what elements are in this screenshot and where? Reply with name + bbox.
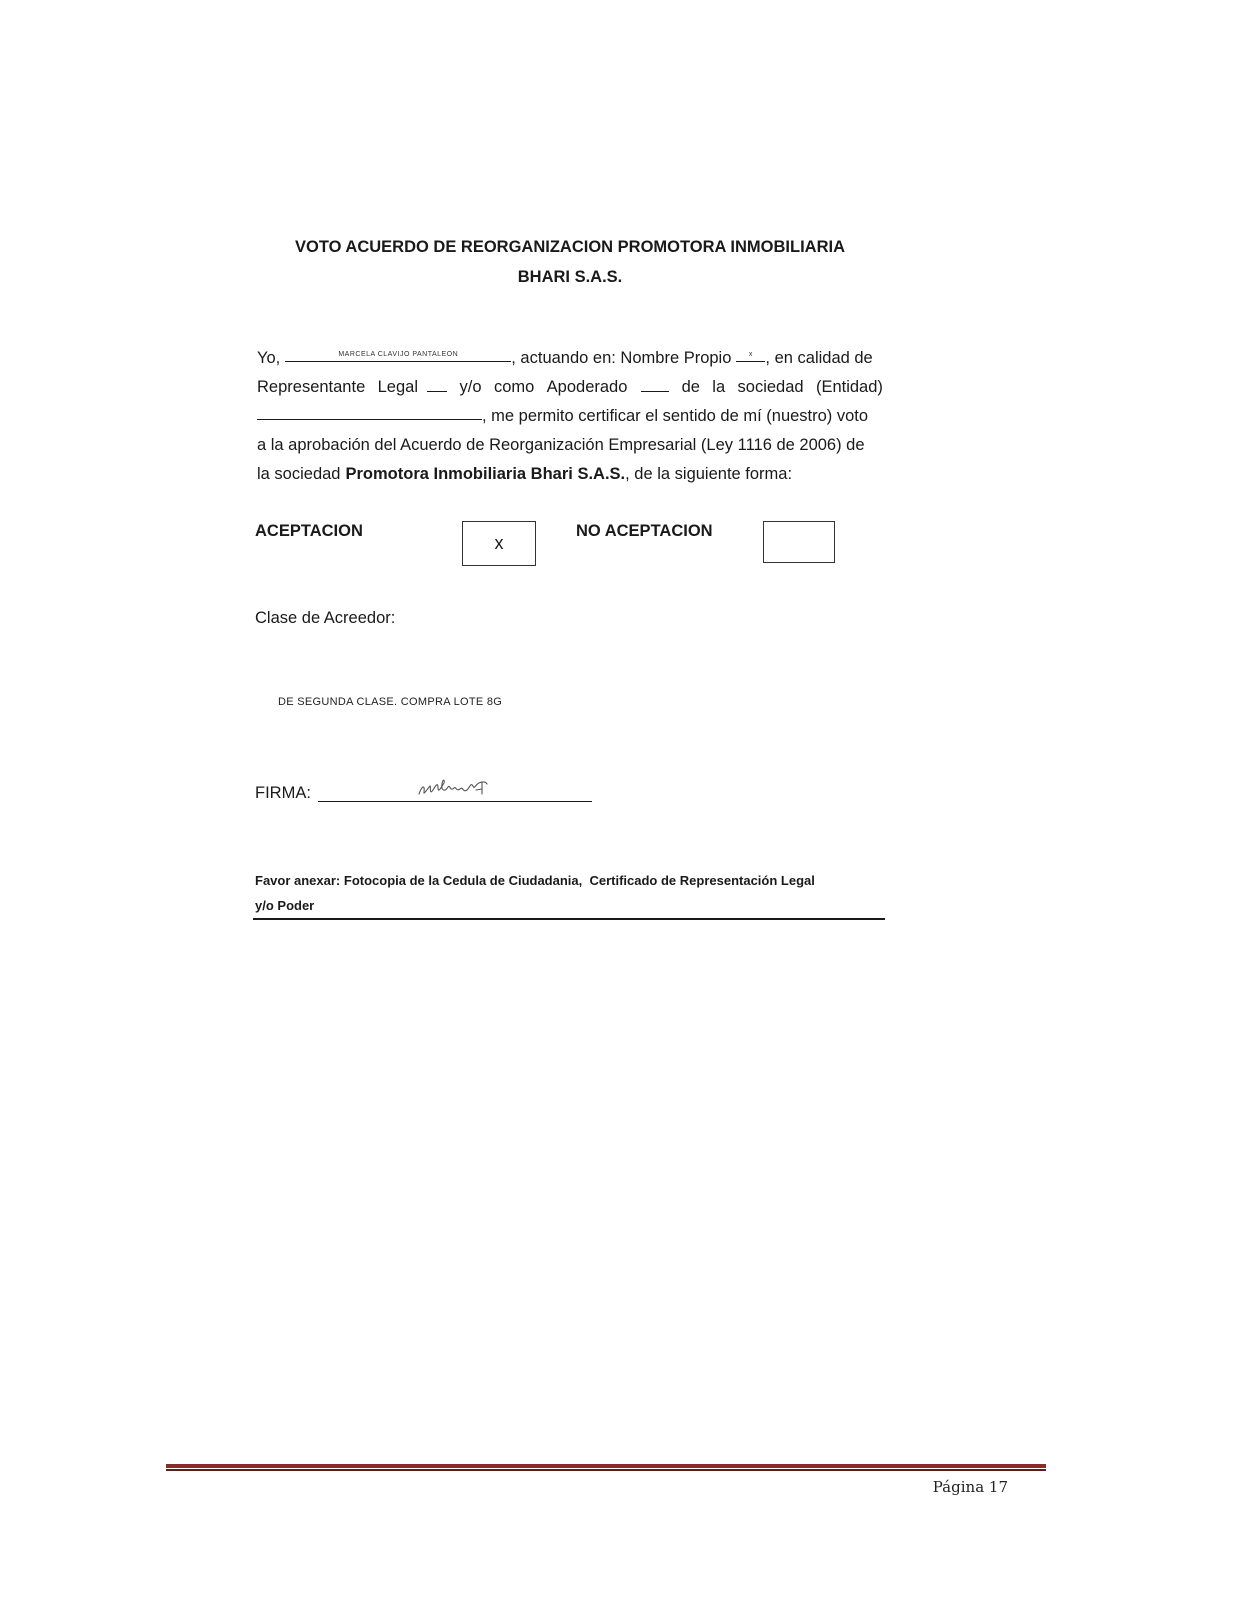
apoderado-blank xyxy=(641,374,669,392)
reject-checkbox[interactable] xyxy=(763,521,835,563)
paragraph-line-3 xyxy=(257,402,883,431)
reject-label: NO ACEPTACION xyxy=(576,522,713,540)
paragraph-line-1 xyxy=(257,344,883,373)
paragraph-line-4 xyxy=(257,431,883,460)
text-yo: Yo, xyxy=(257,349,281,367)
note-line-1: Favor anexar: Fotocopia de la Cedula de Ciudadania, Certificado de Representación Legal xyxy=(255,873,815,888)
own-name-mark: x xyxy=(748,351,753,358)
word: y/o xyxy=(459,378,482,396)
footer-rule xyxy=(166,1464,1046,1468)
title-line-2: BHARI S.A.S. xyxy=(517,268,623,286)
declaration-paragraph xyxy=(257,344,883,489)
word: como xyxy=(493,378,535,396)
accept-checkbox[interactable] xyxy=(462,521,536,566)
name-blank xyxy=(285,344,511,362)
own-name-blank xyxy=(736,344,765,362)
document-title xyxy=(255,232,885,292)
text-actuando: , actuando en: Nombre Propio xyxy=(511,349,732,367)
accept-label: ACEPTACION xyxy=(255,522,363,540)
accept-mark: x xyxy=(494,533,504,553)
text-certificar: , me permito certificar el sentido de mí (nuestro) voto xyxy=(482,407,869,425)
word: Representante xyxy=(257,378,366,396)
page-number: Página 17 xyxy=(932,1478,1008,1496)
word: Legal xyxy=(377,378,418,396)
footer-rule-thin xyxy=(166,1469,1046,1471)
word: Apoderado xyxy=(546,378,628,396)
legal-rep-blank xyxy=(427,374,447,392)
signature-scribble xyxy=(416,774,492,802)
paragraph-line-5 xyxy=(257,460,883,489)
legal-group xyxy=(378,373,448,402)
note-divider xyxy=(253,918,885,920)
text-aprobacion: a la aprobación del Acuerdo de Reorganización Empresarial (Ley 1116 de 2006) de xyxy=(257,436,865,454)
signature-label: FIRMA: xyxy=(255,784,311,802)
paragraph-line-2 xyxy=(257,373,883,402)
word: de xyxy=(681,378,700,396)
entity-blank xyxy=(257,402,482,420)
text-forma: , de la siguiente forma: xyxy=(625,465,793,483)
word: sociedad xyxy=(737,378,804,396)
word: la xyxy=(712,378,726,396)
apoderado-group xyxy=(547,373,670,402)
word: (Entidad) xyxy=(815,378,883,396)
title-line-1: VOTO ACUERDO DE REORGANIZACION PROMOTORA INMOBILIARIA xyxy=(294,238,845,256)
attachment-note xyxy=(255,868,885,918)
company-name: Promotora Inmobiliaria Bhari S.A.S. xyxy=(345,465,626,483)
name-fill: MARCELA CLAVIJO PANTALEON xyxy=(338,351,459,358)
text-calidad: , en calidad de xyxy=(765,349,873,367)
note-line-2: y/o Poder xyxy=(255,898,315,913)
creditor-class-value: DE SEGUNDA CLASE. COMPRA LOTE 8G xyxy=(278,696,503,708)
creditor-class-label: Clase de Acreedor: xyxy=(255,609,396,627)
text-sociedad: la sociedad xyxy=(257,465,341,483)
